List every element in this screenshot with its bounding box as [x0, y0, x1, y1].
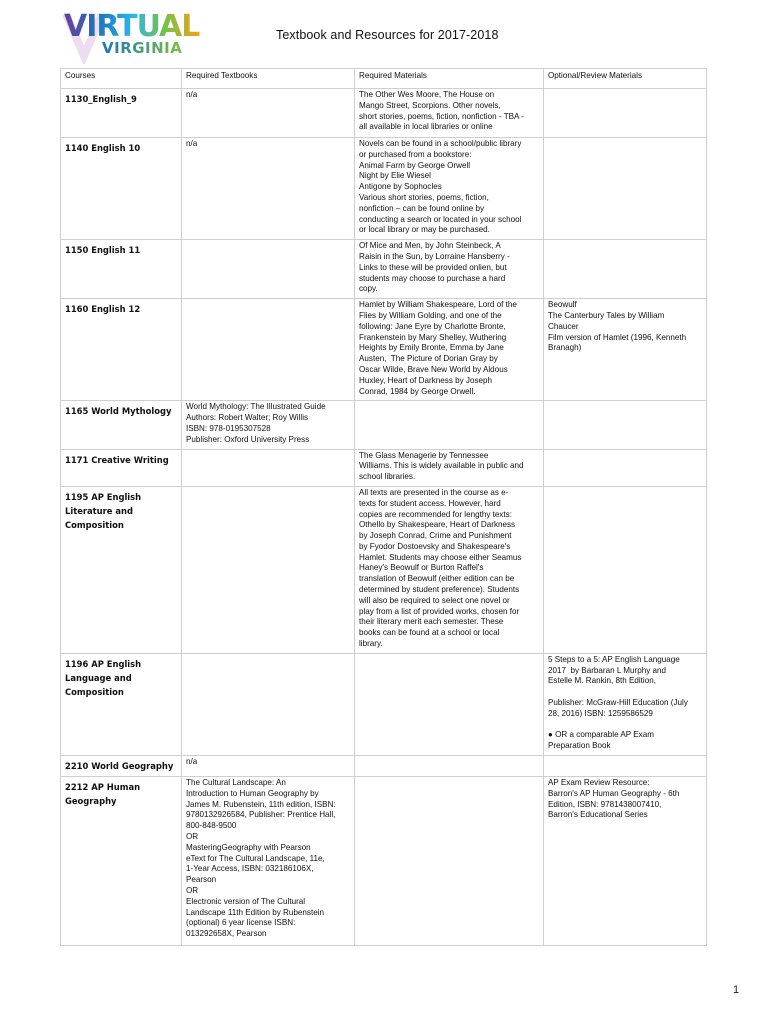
- cell-line: Mango Street, Scorpions. Other novels,: [359, 100, 501, 110]
- page-number: 1: [733, 984, 740, 996]
- table-row: [61, 299, 707, 401]
- cell-line: Othello by Shakespeare, Heart of Darkness: [359, 520, 516, 530]
- table-row: [61, 449, 707, 486]
- cell-line: Conrad, 1984 by George Orwell.: [359, 386, 476, 396]
- cell-line: Frankenstein by Mary Shelley, Wuthering: [359, 332, 507, 342]
- table-row: [61, 486, 707, 653]
- required-materials-cell: [355, 449, 544, 486]
- cell-line: eText for The Cultural Landscape, 11e,: [186, 853, 325, 863]
- cell-line: Oscar Wilde, Brave New World by Aldous: [359, 364, 508, 374]
- cell-line: books can be found at a school or local: [359, 628, 500, 638]
- cell-line: The Other Wes Moore, The House on: [359, 90, 495, 99]
- column-header-required-textbooks: Required Textbooks: [182, 69, 355, 89]
- cell-line: Pearson: [186, 875, 217, 885]
- cell-line: The Canterbury Tales by William: [548, 310, 665, 320]
- cell-line: will also be required to select one novel or: [359, 595, 510, 605]
- cell-line: Hamlet. Students may choose either Seamus: [359, 552, 522, 562]
- table-row: [61, 240, 707, 299]
- cell-line: The Glass Menagerie by Tennessee: [359, 450, 489, 460]
- cell-line: 28, 2016) ISBN: 1259586529: [548, 708, 653, 718]
- column-header-required-materials: Required Materials: [355, 69, 544, 89]
- cell-line: short stories, poems, fiction, nonfiction - TBA -: [359, 111, 524, 121]
- optional-materials-cell: [544, 653, 707, 755]
- cell-line: following: Jane Eyre by Charlotte Bronte,: [359, 321, 506, 331]
- required-materials-cell: [355, 777, 544, 946]
- cell-line: their literary merit each semester. These: [359, 617, 504, 627]
- cell-line: Barron's Educational Series: [548, 810, 648, 820]
- required-textbooks-cell: [182, 486, 355, 653]
- cell-line: Williams. This is widely available in public and: [359, 461, 524, 471]
- required-textbooks-cell: [182, 653, 355, 755]
- cell-line: by Joseph Conrad, Crime and Punishment: [359, 531, 512, 541]
- cell-line: All texts are presented in the course as e-: [359, 487, 509, 497]
- required-materials-cell: [355, 401, 544, 449]
- cell-line: n/a: [186, 90, 198, 99]
- optional-materials-cell: [544, 299, 707, 401]
- cell-line: Raisin in the Sun, by Lorraine Hansberry -: [359, 251, 510, 261]
- required-textbooks-cell: [182, 756, 355, 777]
- cell-line: 800-848-9500: [186, 821, 237, 831]
- cell-line: Heights by Emily Bronte, Emma by Jane: [359, 343, 504, 353]
- cell-line: n/a: [186, 757, 198, 767]
- cell-line: MasteringGeography with Pearson: [186, 842, 311, 852]
- cell-line: (optional) 6 year license ISBN:: [186, 918, 296, 928]
- cell-line: 1-Year Access, ISBN: 032186106X,: [186, 864, 314, 874]
- optional-materials-cell: [544, 756, 707, 777]
- resources-table: [60, 68, 707, 946]
- cell-line: school libraries.: [359, 472, 416, 482]
- cell-line: [548, 720, 703, 731]
- optional-materials-cell: [544, 89, 707, 138]
- cell-line: Various short stories, poems, fiction,: [359, 192, 489, 202]
- table-header-row: [61, 69, 707, 89]
- cell-line: Estelle M. Rankin, 8th Edition,: [548, 676, 656, 686]
- cell-line: students may choose to purchase a hard: [359, 273, 506, 283]
- optional-materials-cell: [544, 777, 707, 946]
- course-name: 1130_English_9: [61, 89, 182, 138]
- cell-line: Publisher: Oxford University Press: [186, 434, 310, 444]
- cell-line: Novels can be found in a school/public library: [359, 139, 522, 148]
- optional-materials-cell: [544, 138, 707, 240]
- logo-line-1: VIRTUAL: [64, 9, 200, 44]
- cell-line: OR: [186, 886, 199, 895]
- required-textbooks-cell: [182, 449, 355, 486]
- optional-materials-cell: [544, 486, 707, 653]
- cell-line: determined by student preference). Students: [359, 585, 520, 595]
- course-name: 1171 Creative Writing: [61, 449, 182, 486]
- cell-line: Of Mice and Men, by John Steinbeck, A: [359, 241, 501, 251]
- course-name: 1140 English 10: [61, 138, 182, 240]
- table-row: [61, 653, 707, 755]
- cell-line: Authors: Robert Walter; Roy Willis: [186, 413, 309, 423]
- cell-line: AP Exam Review Resource:: [548, 778, 650, 788]
- table-row: [61, 138, 707, 240]
- required-textbooks-cell: [182, 240, 355, 299]
- cell-line: Publisher: McGraw-Hill Education (July: [548, 698, 688, 708]
- cell-line: library.: [359, 639, 383, 649]
- required-materials-cell: [355, 299, 544, 401]
- cell-line: Austen, The Picture of Dorian Gray by: [359, 354, 498, 364]
- cell-line: by Fyodor Dostoevsky and Shakespeare's: [359, 541, 511, 551]
- required-materials-cell: [355, 89, 544, 138]
- cell-line: Electronic version of The Cultural: [186, 896, 306, 906]
- cell-line: copy.: [359, 284, 378, 294]
- cell-line: 9780132926584, Publisher: Prentice Hall,: [186, 810, 336, 820]
- required-materials-cell: [355, 486, 544, 653]
- required-textbooks-cell: [182, 401, 355, 449]
- cell-line: Flies by William Golding, and one of the: [359, 310, 502, 320]
- course-name: 1150 English 11: [61, 240, 182, 299]
- course-name: 1165 World Mythology: [61, 401, 182, 449]
- cell-line: Preparation Book: [548, 741, 611, 751]
- course-name: 1195 AP English Literature and Composition: [61, 486, 182, 653]
- cell-line: translation of Beowulf (either edition can be: [359, 574, 515, 584]
- cell-line: Hamlet by William Shakespeare, Lord of the: [359, 300, 517, 310]
- cell-line: James M. Rubenstein, 11th edition, ISBN:: [186, 799, 336, 809]
- required-materials-cell: [355, 756, 544, 777]
- required-textbooks-cell: [182, 777, 355, 946]
- table-row: [61, 89, 707, 138]
- virtual-virginia-logo: [62, 6, 232, 64]
- column-header-courses: Courses: [61, 69, 182, 89]
- cell-line: play from a list of provided works, chosen for: [359, 606, 520, 616]
- cell-line: conducting a search or located in your school: [359, 214, 522, 224]
- cell-line: Night by Elie Wiesel: [359, 171, 431, 181]
- cell-line: Branagh): [548, 343, 582, 353]
- cell-line: 2017 by Barbaran L Murphy and: [548, 665, 667, 675]
- cell-line: Antigone by Sophocles: [359, 182, 442, 192]
- cell-line: [548, 687, 703, 698]
- course-name: 1160 English 12: [61, 299, 182, 401]
- cell-line: Introduction to Human Geography by: [186, 788, 319, 798]
- required-textbooks-cell: [182, 299, 355, 401]
- cell-line: OR: [186, 832, 199, 842]
- cell-line: or local library or may be purchased.: [359, 225, 490, 235]
- cell-line: all available in local libraries or online: [359, 122, 493, 132]
- optional-materials-cell: [544, 401, 707, 449]
- cell-line: ● OR a comparable AP Exam: [548, 730, 654, 740]
- required-textbooks-cell: [182, 89, 355, 138]
- required-materials-cell: [355, 240, 544, 299]
- cell-line: 013292658X, Pearson: [186, 929, 267, 939]
- cell-line: texts for student access. However, hard: [359, 498, 501, 508]
- logo-line-2: VIRGINIA: [102, 39, 183, 57]
- column-header-optional-materials: Optional/Review Materials: [544, 69, 707, 89]
- cell-line: Edition, ISBN: 9781438007410,: [548, 799, 662, 809]
- optional-materials-cell: [544, 449, 707, 486]
- required-materials-cell: [355, 138, 544, 240]
- cell-line: 5 Steps to a 5: AP English Language: [548, 654, 680, 664]
- course-name: 2212 AP Human Geography: [61, 777, 182, 946]
- table-row: [61, 401, 707, 449]
- cell-line: copies are recommended for lengthy texts:: [359, 509, 512, 519]
- cell-line: Beowulf: [548, 300, 577, 310]
- cell-line: n/a: [186, 139, 198, 148]
- cell-line: World Mythology: The Illustrated Guide: [186, 402, 326, 412]
- cell-line: nonfiction – can be found online by: [359, 203, 485, 213]
- cell-line: Chaucer: [548, 321, 579, 331]
- cell-line: Links to these will be provided onlien, but: [359, 262, 507, 272]
- optional-materials-cell: [544, 240, 707, 299]
- required-textbooks-cell: [182, 138, 355, 240]
- cell-line: or purchased from a bookstore:: [359, 149, 472, 159]
- cell-line: Animal Farm by George Orwell: [359, 160, 471, 170]
- cell-line: Landscape 11th Edition by Rubenstein: [186, 907, 324, 917]
- cell-line: ISBN: 978-0195307528: [186, 423, 271, 433]
- cell-line: The Cultural Landscape: An: [186, 778, 286, 788]
- required-materials-cell: [355, 653, 544, 755]
- cell-line: Huxley, Heart of Darkness by Joseph: [359, 375, 493, 385]
- table-row: [61, 777, 707, 946]
- cell-line: Haney's Beowulf or Burton Raffel's: [359, 563, 484, 573]
- page-title: Textbook and Resources for 2017-2018: [276, 28, 499, 42]
- cell-line: Barron's AP Human Geography - 6th: [548, 788, 680, 798]
- cell-line: Film version of Hamlet (1996, Kenneth: [548, 332, 687, 342]
- table-row: [61, 756, 707, 777]
- logo-graphic: [62, 6, 232, 64]
- course-name: 1196 AP English Language and Composition: [61, 653, 182, 755]
- course-name: 2210 World Geography: [61, 756, 182, 777]
